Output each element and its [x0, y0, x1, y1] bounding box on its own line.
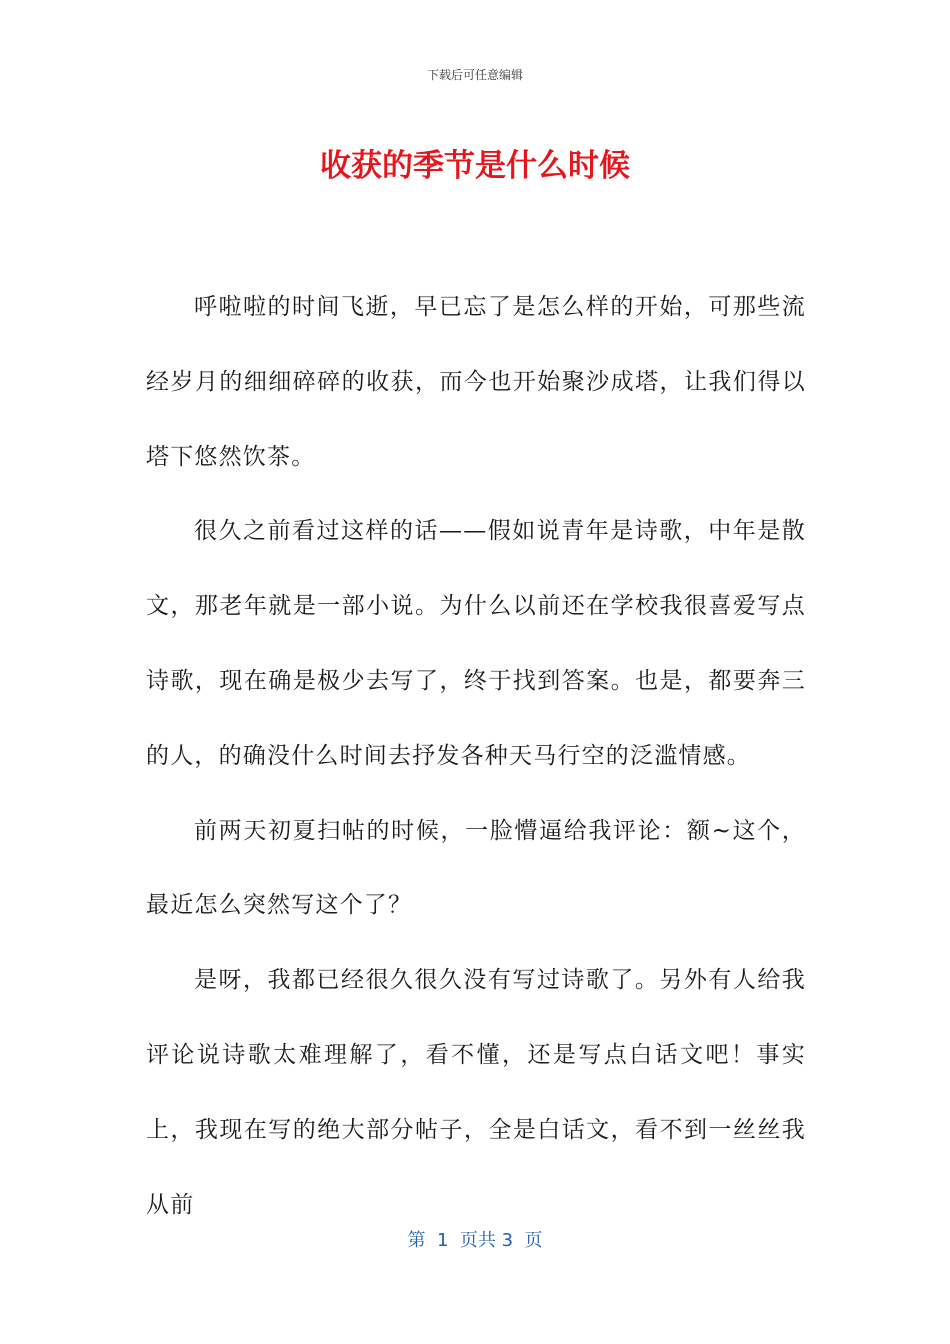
document-title: 收获的季节是什么时候	[320, 148, 630, 184]
page-footer: 第 1 页共 3 页	[407, 1230, 543, 1251]
document-body	[146, 270, 806, 1242]
paragraph-4: 是呀，我都已经很久很久没有写过诗歌了。另外有人给我评论说诗歌太难理解了，看不懂，还是写点白话文吧！事实上，我现在写的绝大部分帖子，全是白话文，看不到一丝丝我从前	[146, 967, 806, 1218]
paragraph-3: 前两天初夏扫帖的时候，一脸懵逼给我评论：额~这个，最近怎么突然写这个了？	[146, 817, 806, 919]
paragraph-2: 很久之前看过这样的话——假如说青年是诗歌，中年是散文，那老年就是一部小说。为什么以前还在学校我很喜爱写点诗歌，现在确是极少去写了，终于找到答案。也是，都要奔三的人，的确没什么时间去抒发各种天马行空的泛滥情感。	[146, 518, 806, 769]
header-note: 下载后可任意编辑	[426, 68, 523, 82]
paragraph-1: 呼啦啦的时间飞逝，早已忘了是怎么样的开始，可那些流经岁月的细细碎碎的收获，而今也开始聚沙成塔，让我们得以塔下悠然饮茶。	[146, 294, 806, 470]
